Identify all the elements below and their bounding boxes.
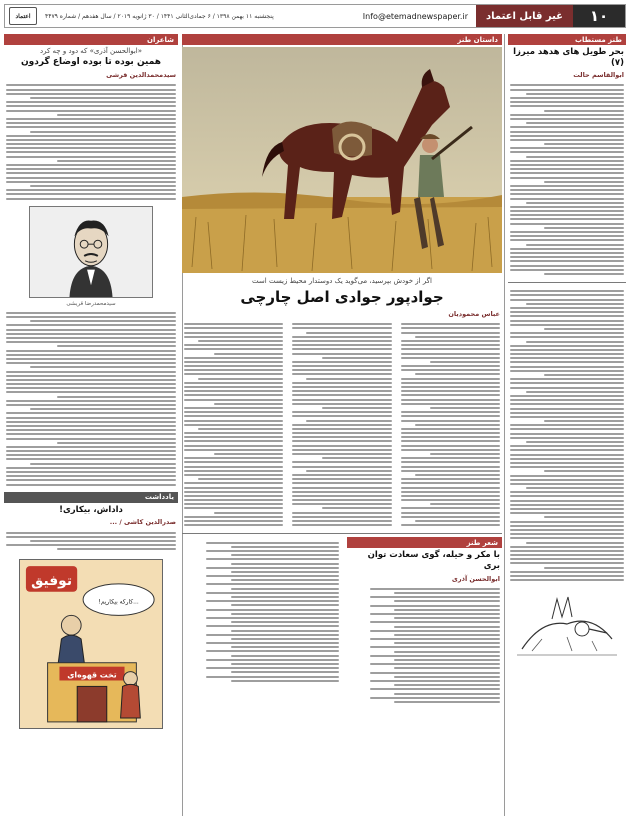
date-line: پنجشنبه ۱۱ بهمن ۱۳۹۸ / ۶ جمادی‌الثانی ۱۴۴۱ / ۳۰ ژانویه ۲۰۱۹ / سال هفدهم / شماره ۴۴۷۹ [45,12,274,20]
section-tag: شاعران [4,34,178,45]
article-headline[interactable]: بحر طویل های هدهد میرزا (۷) [513,47,624,68]
middle-column [182,34,502,816]
page-brand: غیر قابل اعتماد [476,5,573,27]
page-number: ۱۰ [589,7,609,25]
byline: ابوالحسن آذری [451,574,500,583]
byline: عباس محمودیان [448,310,500,318]
article-body [4,308,178,490]
poem-continued [182,537,341,707]
cover-title: توفیق [31,572,73,589]
hoopoe-sketch-icon [512,589,622,659]
section-tag: یادداشت [4,492,178,503]
right-column [508,34,626,816]
poem-headline[interactable]: با مکر و حیله، گوی سعادت توان بری [367,550,500,571]
byline: سیدمحمدالدین قرشی [106,71,176,80]
article-kicker: اگر از خودش بپرسید، می‌گوید یک دوستدار محیط زیست است [252,277,432,285]
section-tag: شعر طنز [347,537,502,548]
cover-speech: ...کارکه بیکاریم! [98,599,139,606]
poem-article [347,537,502,707]
article-headline[interactable]: همین بوده تا بوده اوضاع گردون [20,57,161,67]
byline: صدرالدین کاشی / ... [109,518,176,527]
left-column [4,34,178,816]
page-number-box [573,5,625,27]
magazine-cover [19,559,163,729]
section-tag: طنز مستطاب [508,34,626,45]
article-body [508,286,626,585]
byline: ابوالقاسم حالت [573,71,624,80]
newspaper-logo: اعتماد [9,7,37,25]
lead-article-body [182,319,502,530]
section-tag: داستان طنز [182,34,502,45]
article-kicker: «ابوالحسن آذری» که دود و چه کرد [40,47,142,55]
article-body [508,80,626,279]
portrait-photo [29,206,153,298]
column-divider [504,34,505,816]
masthead [4,4,626,28]
article-body [4,80,178,203]
email-link[interactable]: Info@etemadnewspaper.ir [362,11,468,21]
painting-horse-hunter [182,47,502,273]
article-headline[interactable]: داداش، بیکاری! [59,504,123,515]
cover-sign: تخت قهوه‌ای [67,670,117,680]
portrait-caption: سیدمحمدرضا قریشی [66,300,116,307]
lead-headline[interactable]: جوادپور جوادی اصل چارچی [240,288,444,306]
article-body [4,527,178,554]
